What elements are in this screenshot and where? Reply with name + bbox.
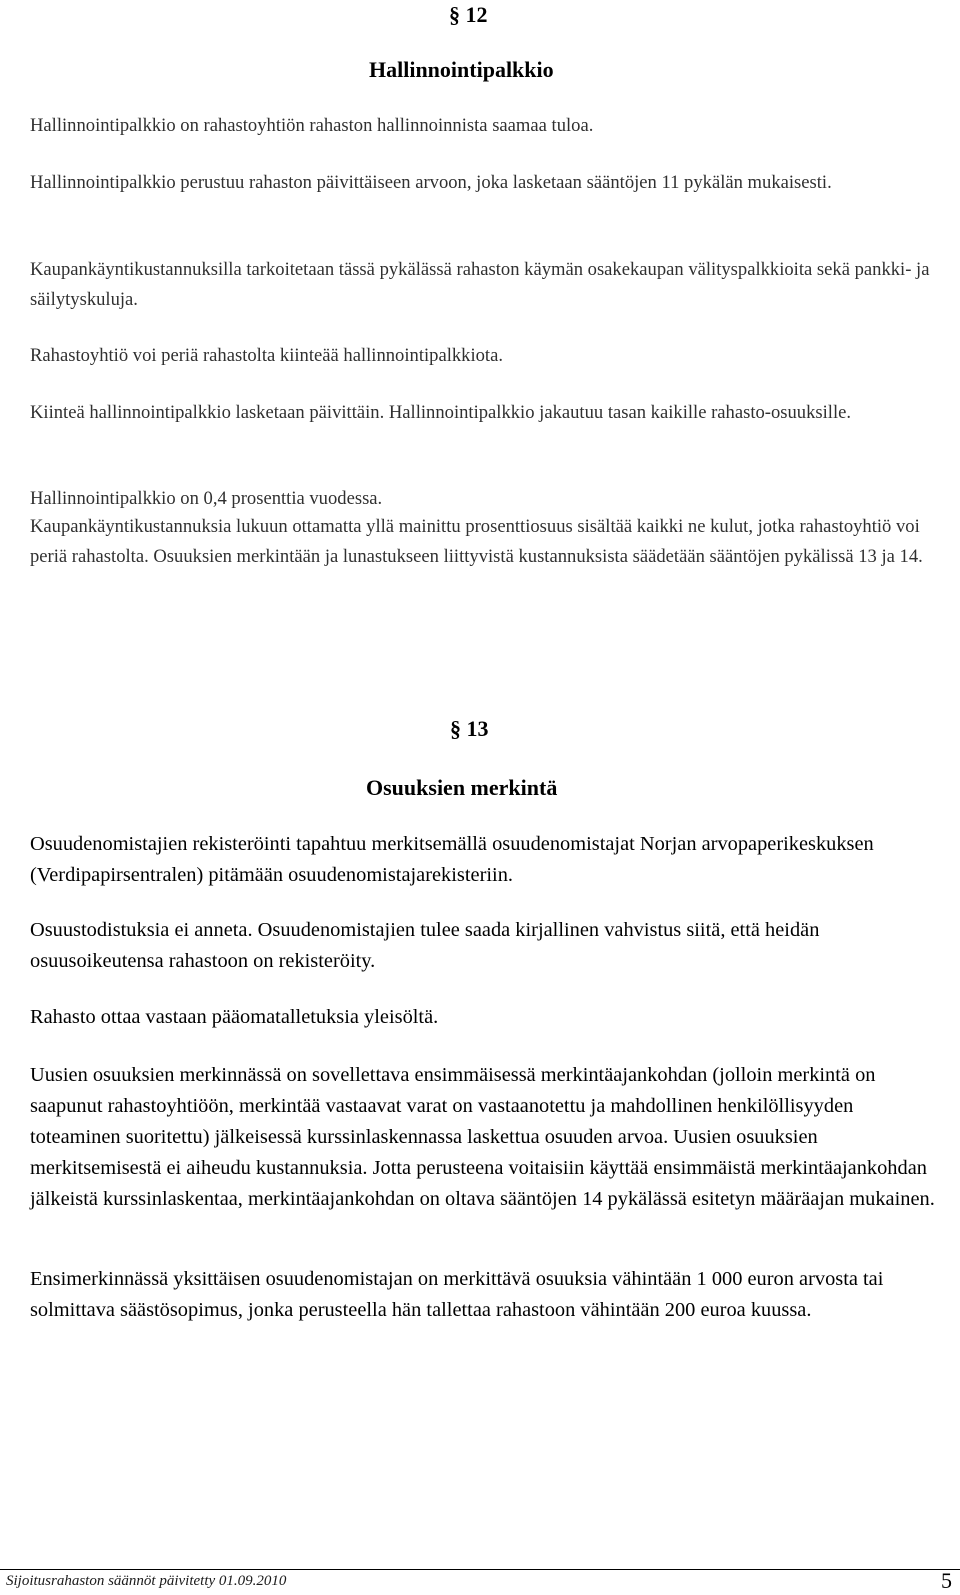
section-13-paragraph-1: Osuudenomistajien rekisteröinti tapahtuu merkitsemällä osuudenomistajat Norjan arvopaperikeskuksen (Verdipapirsentralen) pitämään osuudenomistajarekisteriin. [30, 833, 874, 886]
section-12-paragraph-5: Kiinteä hallinnointipalkkio lasketaan päivittäin. Hallinnointipalkkio jakautuu tasan kaikille rahasto-osuuksille. [30, 402, 852, 423]
section-12-paragraph-2: Hallinnointipalkkio perustuu rahaston päivittäiseen arvoon, joka lasketaan sääntöjen 11 pykälän mukaisesti. [30, 172, 832, 193]
section-12-title: Hallinnointipalkkio [369, 57, 554, 82]
section-12-paragraph-1: Hallinnointipalkkio on rahastoyhtiön rahaston hallinnoinnista saamaa tuloa. [30, 115, 594, 136]
section-13-paragraph-2: Osuustodistuksia ei anneta. Osuudenomistajien tulee saada kirjallinen vahvistus siitä, että heidän osuusoikeutensa rahastoon on rekisteröity. [30, 919, 820, 972]
section-13-title: Osuuksien merkintä [366, 775, 558, 800]
section-13-paragraph-5: Ensimerkinnässä yksittäisen osuudenomistajan on merkittävä osuuksia vähintään 1 000 euron arvosta tai solmittava säästösopimus, jonka perusteella hän tallettaa rahastoon vähintään 200 euroa kuussa. [30, 1268, 884, 1321]
section-13-paragraph-4: Uusien osuuksien merkinnässä on sovellettava ensimmäisessä merkintäajankohdan (jolloin merkintä on saapunut rahastoyhtiöön, merkintää vastaavat varat on vastaanotettu ja mahdollinen henkilöllisyyden toteaminen suoritettu) jälkeisessä kurssinlaskennassa laskettua osuuden arvoa. Uusien osuuksien merkitsemisestä ei aiheudu kustannuksia. Jotta perusteena voitaisiin käyttää ensimmäistä merkintäajankohdan jälkeistä kurssinlaskentaa, merkintäajankohdan on oltava sääntöjen 14 pykälässä esitetyn määräajan mukainen. [30, 1064, 935, 1210]
section-12-paragraph-6: Hallinnointipalkkio on 0,4 prosenttia vuodessa. [30, 488, 383, 509]
footer-text: Sijoitusrahaston säännöt päivitetty 01.09.2010 [6, 1573, 287, 1589]
section-12-number: § 12 [449, 2, 488, 27]
page-number: 5 [941, 1568, 952, 1593]
section-12-paragraph-3: Kaupankäyntikustannuksilla tarkoitetaan tässä pykälässä rahaston käymän osakekaupan välityspalkkioita sekä pankki- ja säilytyskuluja. [30, 259, 930, 310]
section-12-paragraph-4: Rahastoyhtiö voi periä rahastolta kiinteää hallinnointipalkkiota. [30, 345, 503, 366]
section-12-paragraph-7: Kaupankäyntikustannuksia lukuun ottamatta yllä mainittu prosenttiosuus sisältää kaikki ne kulut, jotka rahastoyhtiö voi periä rahastolta. Osuuksien merkintään ja lunastukseen liittyvistä kustannuksista säädetään sääntöjen pykälissä 13 ja 14. [30, 516, 923, 567]
section-13-paragraph-3: Rahasto ottaa vastaan pääomatalletuksia yleisöltä. [30, 1006, 439, 1028]
footer-rule [0, 1569, 960, 1570]
section-13-number: § 13 [450, 716, 489, 741]
